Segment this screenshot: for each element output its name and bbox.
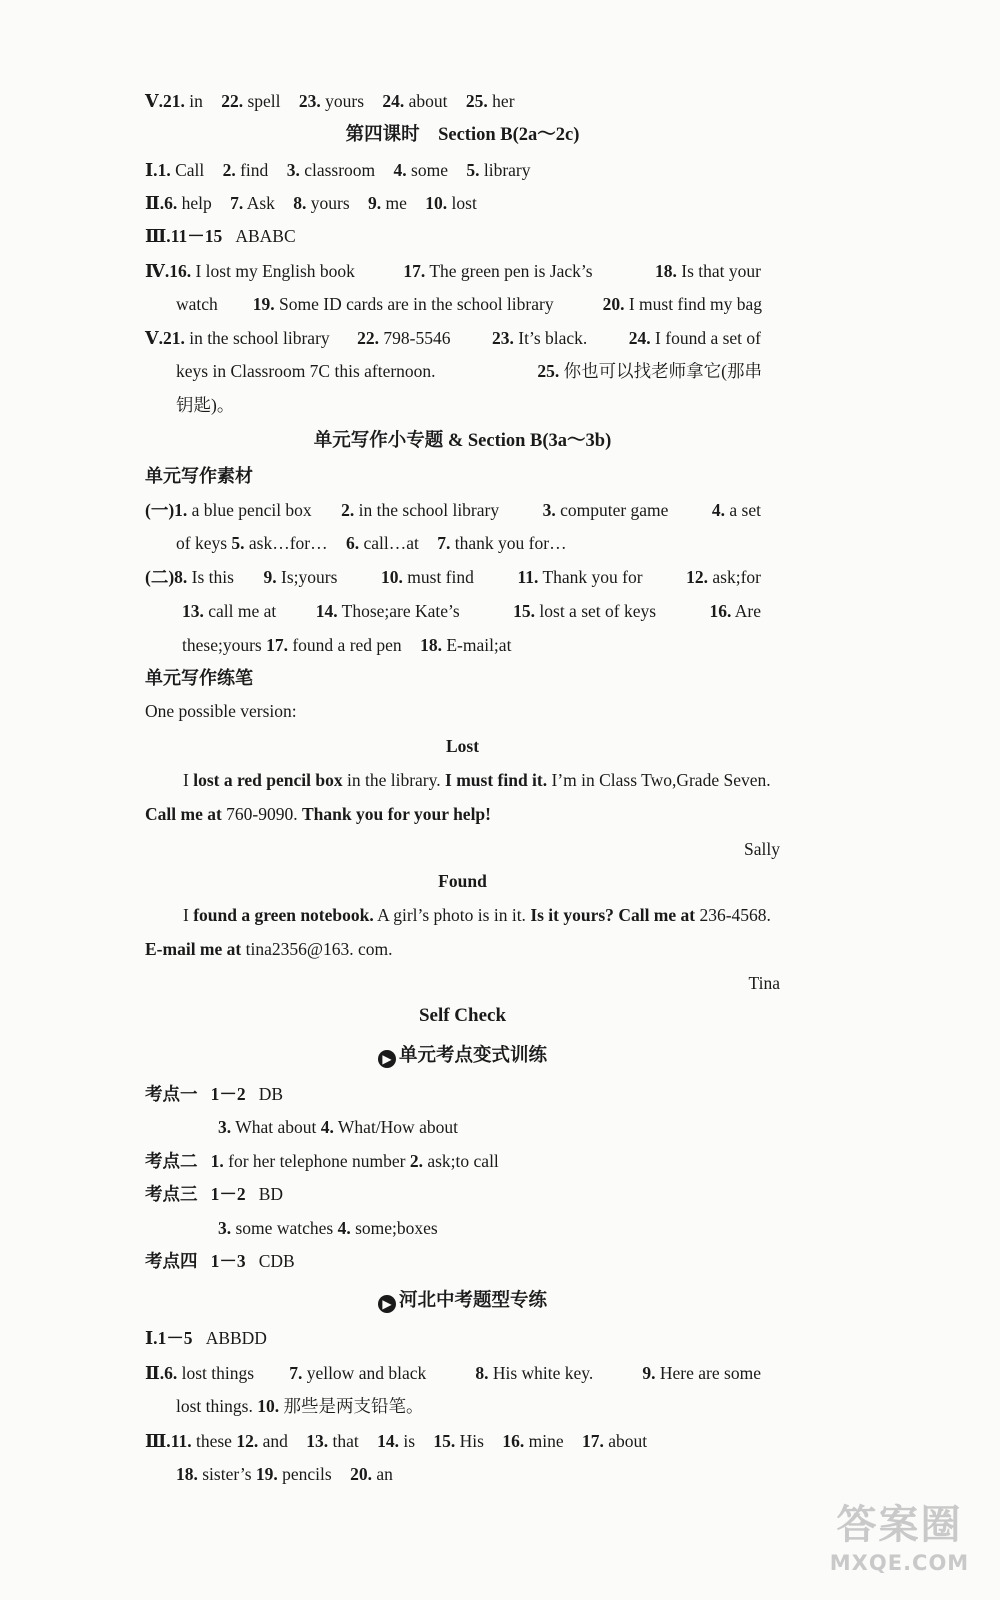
- answer-item: [257, 1396, 423, 1416]
- unit-writing-title: 单元写作小专题 & Section B(3a～3b): [313, 431, 612, 451]
- answer-number: 7.: [230, 193, 244, 213]
- answer-text: these: [195, 1431, 232, 1451]
- hebei-ii-line1: [145, 1360, 775, 1386]
- answer-text: Those;are Kate’s: [341, 601, 460, 621]
- kd4-range: 1－3: [210, 1251, 246, 1271]
- answer-text: Thank you for: [542, 567, 643, 587]
- kd3-range: 1－2: [210, 1184, 246, 1204]
- answer-number: 10.: [381, 567, 403, 587]
- answer-item: [709, 598, 761, 624]
- answer-number: 3.: [286, 160, 300, 180]
- material-part2-line3: [182, 632, 822, 658]
- answer-number: 13.: [306, 1431, 329, 1451]
- self-check-title: Self Check: [418, 1005, 507, 1026]
- answer-number: 17.: [403, 261, 426, 281]
- answer-text: that: [332, 1431, 359, 1451]
- answer-item: [410, 1151, 499, 1171]
- answer-number: 12.: [686, 567, 709, 587]
- answer-text: these;yours: [182, 635, 262, 655]
- section-iii-text: ABABC: [235, 226, 296, 246]
- hebei-i-answer: ABBDD: [205, 1328, 267, 1348]
- answer-number: 19.: [255, 1464, 278, 1484]
- answer-text: in the school library: [358, 500, 500, 520]
- answer-number: 2.: [409, 1151, 423, 1171]
- kd1-row: [145, 1081, 785, 1107]
- answer-item: [403, 258, 592, 284]
- row-prefix: Ⅰ.: [145, 160, 158, 180]
- answer-item: [218, 1218, 333, 1238]
- answer-item: [145, 1431, 232, 1451]
- answer-number: 4.: [711, 500, 726, 520]
- hebei-i-prefix: Ⅰ.: [145, 1328, 158, 1348]
- plain-text: I’m in Class Two,Grade Seven.: [547, 770, 771, 790]
- found-notice-title: Found: [438, 871, 487, 891]
- answer-number: 15.: [433, 1431, 456, 1451]
- answer-text: me: [385, 193, 407, 213]
- arrow-badge-icon: ▶: [378, 1295, 396, 1313]
- answer-item: [163, 91, 203, 111]
- section-iii-answers: [145, 223, 785, 249]
- answer-text: some: [411, 160, 448, 180]
- answer-text: a blue pencil box: [191, 500, 312, 520]
- answer-number: 20.: [602, 294, 625, 314]
- answer-number: 6.: [346, 533, 360, 553]
- answer-item: [437, 533, 566, 553]
- plain-text: I: [183, 770, 194, 790]
- answer-item: [256, 1464, 332, 1484]
- answer-text: Here are some: [659, 1363, 761, 1383]
- answer-text: What/How about: [337, 1117, 458, 1137]
- answer-text: spell: [247, 91, 281, 111]
- answer-number: 7.: [289, 1363, 303, 1383]
- section-i-answers: [145, 157, 785, 183]
- section-v2-line1: [145, 325, 775, 351]
- kd1-range: 1－2: [210, 1084, 246, 1104]
- answer-item: [145, 1151, 405, 1171]
- answer-text: yellow and black: [306, 1363, 427, 1383]
- answer-number: 16.: [709, 601, 732, 621]
- answer-item: [145, 1360, 254, 1386]
- answer-text: a set: [729, 500, 761, 520]
- plain-text: 760-9090.: [221, 804, 302, 824]
- answer-text: lost things: [181, 1363, 255, 1383]
- answer-number: 21.: [162, 328, 185, 348]
- answer-item: [582, 1431, 647, 1451]
- plain-text: I: [183, 905, 194, 925]
- answer-number: 9.: [368, 193, 382, 213]
- answer-number: 2.: [222, 160, 236, 180]
- found-notice-body: [145, 898, 780, 966]
- answer-item: [603, 291, 762, 317]
- answer-item: [537, 358, 762, 384]
- answer-text: The green pen is Jack’s: [429, 261, 593, 281]
- answer-text: library: [483, 160, 531, 180]
- answer-item: [145, 325, 330, 351]
- material-part2-line1: [145, 564, 775, 590]
- kd-title-text: 单元考点变式训练: [398, 1046, 547, 1066]
- answer-text: find: [240, 160, 269, 180]
- answer-item: [289, 1360, 426, 1386]
- answer-item: [686, 564, 761, 590]
- answer-number: 25.: [465, 91, 488, 111]
- answer-text: computer game: [560, 500, 669, 520]
- section-iii-prefix: Ⅲ.: [145, 226, 171, 246]
- answer-text: His: [459, 1431, 484, 1451]
- answer-item: [321, 1117, 458, 1137]
- answer-number: 21.: [162, 91, 185, 111]
- bold-phrase: Call me at: [145, 804, 222, 824]
- answer-text: yours: [325, 91, 365, 111]
- hebei-title: [145, 1288, 780, 1314]
- answer-item: [629, 325, 761, 351]
- answer-text: It’s black.: [518, 328, 588, 348]
- answer-text: Call: [175, 160, 205, 180]
- answer-number: 15.: [513, 601, 536, 621]
- kd3-answer: BD: [258, 1184, 284, 1204]
- answer-text: in: [189, 91, 203, 111]
- answer-number: 13.: [182, 601, 204, 621]
- found-signature: Tina: [748, 973, 780, 993]
- answer-number: 16.: [169, 261, 192, 281]
- answer-text: call…at: [363, 533, 419, 553]
- answer-item: [543, 497, 669, 523]
- answer-text: ask;for: [712, 567, 761, 587]
- answer-number: 9.: [263, 567, 277, 587]
- answer-text: call me at: [208, 601, 277, 621]
- answer-item: [466, 160, 530, 180]
- section-v2-line3: 钥匙)。: [176, 395, 235, 415]
- answer-number: 11.: [170, 1431, 192, 1451]
- hebei-ii-line2: [176, 1393, 816, 1419]
- kd-label: 考点二: [145, 1151, 198, 1171]
- answer-text: about: [408, 91, 448, 111]
- answer-item: [218, 1117, 316, 1137]
- answer-item: [357, 325, 450, 351]
- possible-version: One possible version:: [145, 701, 297, 721]
- answer-number: 3.: [542, 500, 556, 520]
- answer-item: [492, 325, 587, 351]
- answer-number: 12.: [236, 1431, 259, 1451]
- answer-text: thank you for…: [454, 533, 567, 553]
- answer-item: [231, 533, 327, 553]
- answer-text: in the school library: [189, 328, 330, 348]
- answer-item: [182, 598, 276, 624]
- bold-phrase: Thank you for your help!: [302, 804, 491, 824]
- answer-number: 14.: [315, 601, 338, 621]
- answer-text: ask;to call: [427, 1151, 499, 1171]
- answer-item: [266, 635, 402, 655]
- plain-text: in the library.: [342, 770, 446, 790]
- bold-phrase: Call me at: [618, 905, 696, 925]
- answer-item: [502, 1431, 563, 1451]
- answer-text: and: [262, 1431, 288, 1451]
- answer-item: [368, 193, 407, 213]
- section-ii-answers: [145, 190, 785, 216]
- hebei-iii-line1: [145, 1428, 785, 1454]
- answer-item: [223, 160, 269, 180]
- answer-item: [394, 160, 448, 180]
- answer-item: [381, 564, 474, 590]
- answer-number: 9.: [642, 1363, 656, 1383]
- material-part2-line2: [182, 598, 775, 624]
- section-iii-range: 11－15: [170, 226, 223, 246]
- answer-number: 18.: [420, 635, 442, 655]
- bold-phrase: lost a red pencil box: [193, 770, 343, 790]
- row-prefix: Ⅴ.: [145, 328, 163, 348]
- answer-number: 24.: [382, 91, 405, 111]
- answer-number: 1.: [210, 1151, 224, 1171]
- bold-phrase: Is it yours?: [530, 905, 614, 925]
- answer-number: 14.: [377, 1431, 399, 1451]
- answer-number: 1.: [174, 500, 188, 520]
- section-v-answers: [145, 88, 785, 114]
- answer-text: about: [608, 1431, 648, 1451]
- answer-item: [655, 258, 761, 284]
- answer-text: His white key.: [492, 1363, 594, 1383]
- answer-text: some;boxes: [355, 1218, 438, 1238]
- answer-number: 11.: [517, 567, 539, 587]
- answer-item: [475, 1360, 593, 1386]
- answer-number: 16.: [502, 1431, 525, 1451]
- answer-item: [316, 598, 460, 624]
- answer-number: 23.: [298, 91, 321, 111]
- answer-number: 5.: [466, 160, 480, 180]
- answer-item: [341, 497, 499, 523]
- answer-text: is: [403, 1431, 416, 1451]
- answer-text: sister’s: [202, 1464, 252, 1484]
- answer-number: 7.: [437, 533, 451, 553]
- material-part1-line2: [176, 530, 816, 556]
- answer-item: [433, 1431, 484, 1451]
- answer-item: [158, 160, 205, 180]
- answer-number: 20.: [350, 1464, 372, 1484]
- kd1-row2: [218, 1114, 858, 1140]
- answer-item: [145, 564, 234, 590]
- plain-text: tina2356@163. com.: [241, 939, 393, 959]
- answer-text: I lost my English book: [195, 261, 355, 281]
- answer-text: Ask: [246, 193, 275, 213]
- answer-text: mine: [528, 1431, 564, 1451]
- answer-text: help: [181, 193, 212, 213]
- answer-number: 8.: [475, 1363, 489, 1383]
- answer-number: 25.: [537, 361, 560, 381]
- lost-notice-body: [145, 763, 780, 831]
- hebei-i-row: [145, 1325, 785, 1351]
- kd1-label: 考点一: [145, 1084, 198, 1104]
- row-prefix: (二): [145, 567, 175, 587]
- answer-text: of keys: [176, 533, 228, 553]
- answer-number: 3.: [218, 1117, 232, 1137]
- answer-text: found a red pen: [292, 635, 402, 655]
- answer-number: 4.: [393, 160, 407, 180]
- answer-item: [287, 160, 375, 180]
- hebei-title-text: 河北中考题型专练: [398, 1291, 547, 1311]
- kd-title: [145, 1043, 780, 1069]
- answer-text: 798-5546: [383, 328, 451, 348]
- row-prefix: Ⅳ.: [145, 261, 170, 281]
- row-prefix: Ⅲ.: [145, 1431, 171, 1451]
- kd3-row2: [218, 1215, 858, 1241]
- answer-number: 18.: [176, 1464, 198, 1484]
- answer-item: [176, 291, 218, 317]
- answer-text: must find: [407, 567, 474, 587]
- answer-number: 8.: [293, 193, 307, 213]
- answer-item: [176, 1464, 252, 1484]
- plain-text: 236-4568.: [695, 905, 771, 925]
- kd4-answer: CDB: [258, 1251, 295, 1271]
- answer-number: 23.: [492, 328, 514, 348]
- answer-number: 22.: [357, 328, 380, 348]
- section-iv-line1: [145, 258, 775, 284]
- hebei-i-range: 1－5: [157, 1328, 193, 1348]
- section-iv-line2: [176, 291, 776, 317]
- answer-text: lost things.: [176, 1396, 253, 1416]
- watermark-url: MXQE.COM: [829, 1551, 970, 1575]
- answer-item: [513, 598, 656, 624]
- answer-text: lost: [451, 193, 477, 213]
- answer-item: [712, 497, 761, 523]
- answer-item: [306, 1431, 359, 1451]
- answer-item: [293, 193, 349, 213]
- answer-text: some watches: [235, 1218, 334, 1238]
- bold-phrase: I must find it.: [445, 770, 548, 790]
- answer-item: [420, 635, 511, 655]
- answer-text: Is;yours: [281, 567, 338, 587]
- bold-phrase: found a green notebook.: [193, 905, 374, 925]
- answer-text: ask…for…: [248, 533, 328, 553]
- answer-item: [253, 291, 554, 317]
- answer-item: [264, 564, 338, 590]
- answer-number: 22.: [221, 91, 244, 111]
- answer-number: 8.: [174, 567, 188, 587]
- answer-number: 6.: [164, 1363, 178, 1383]
- answer-number: 17.: [581, 1431, 604, 1451]
- answer-text: What about: [235, 1117, 317, 1137]
- answer-item: [425, 193, 477, 213]
- answer-number: 4.: [337, 1218, 351, 1238]
- answer-item: [338, 1218, 438, 1238]
- section-v2-line2: [176, 358, 776, 384]
- kd2-row: [145, 1148, 785, 1174]
- answer-item: [176, 358, 436, 384]
- watermark-logo: [817, 1501, 982, 1586]
- answer-item: [517, 564, 642, 590]
- answer-item: [221, 91, 280, 111]
- answer-number: 18.: [655, 261, 677, 281]
- answer-item: [182, 635, 262, 655]
- answer-text: lost a set of keys: [539, 601, 657, 621]
- kd3-label: 考点三: [145, 1184, 198, 1204]
- answer-text: classroom: [304, 160, 376, 180]
- row-prefix: Ⅴ.: [145, 91, 163, 111]
- answer-text: her: [492, 91, 515, 111]
- answer-text: pencils: [282, 1464, 332, 1484]
- lost-notice-title: Lost: [445, 736, 480, 756]
- answer-text: Are: [734, 601, 761, 621]
- answer-text: Is that your: [681, 261, 761, 281]
- row-prefix: (一): [145, 500, 175, 520]
- answer-text: 你也可以找老师拿它(那串: [563, 361, 762, 381]
- answer-text: E-mail;at: [446, 635, 512, 655]
- answer-text: Some ID cards are in the school library: [279, 294, 554, 314]
- answer-text: for her telephone number: [228, 1151, 406, 1171]
- bold-phrase: E-mail me at: [145, 939, 242, 959]
- watermark-text: 答案圈: [836, 1502, 963, 1548]
- answer-text: an: [376, 1464, 393, 1484]
- answer-item: [642, 1360, 761, 1386]
- plain-text: A girl’s photo is in it.: [373, 905, 531, 925]
- lesson4-title: 第四课时 Section B(2a～2c): [345, 125, 580, 145]
- answer-number: 10.: [257, 1396, 280, 1416]
- answer-number: 19.: [252, 294, 275, 314]
- answer-number: 6.: [164, 193, 178, 213]
- kd4-label: 考点四: [145, 1251, 198, 1271]
- answer-text: Is this: [191, 567, 234, 587]
- answer-number: 3.: [218, 1218, 232, 1238]
- arrow-badge-icon: ▶: [378, 1050, 396, 1068]
- answer-number: 17.: [266, 635, 288, 655]
- answer-item: [164, 193, 212, 213]
- answer-number: 24.: [628, 328, 651, 348]
- answer-item: [230, 193, 275, 213]
- answer-text: yours: [310, 193, 350, 213]
- row-prefix: Ⅱ.: [145, 193, 165, 213]
- answer-number: 5.: [231, 533, 245, 553]
- answer-item: [145, 497, 312, 523]
- answer-text: I must find my bag: [628, 294, 762, 314]
- answer-text: I found a set of: [655, 328, 761, 348]
- answer-item: [350, 1464, 393, 1484]
- kd3-row: [145, 1181, 785, 1207]
- answer-item: [466, 91, 515, 111]
- answer-item: [176, 1396, 253, 1416]
- answer-item: [236, 1431, 288, 1451]
- answer-number: 4.: [320, 1117, 334, 1137]
- hebei-iii-line2: [176, 1461, 816, 1487]
- answer-number: 1.: [157, 160, 171, 180]
- material-part1-line1: [145, 497, 775, 523]
- lost-signature: Sally: [744, 839, 780, 859]
- answer-item: [382, 91, 447, 111]
- kd1-answer: DB: [258, 1084, 284, 1104]
- answer-number: 10.: [425, 193, 448, 213]
- answer-text: watch: [176, 294, 218, 314]
- kd4-row: [145, 1248, 785, 1274]
- answer-item: [299, 91, 364, 111]
- answer-text: 那些是两支铅笔。: [283, 1396, 424, 1416]
- answer-item: [145, 258, 355, 284]
- practice-heading: 单元写作练笔: [145, 668, 253, 688]
- row-prefix: Ⅱ.: [145, 1363, 165, 1383]
- answer-text: keys in Classroom 7C this afternoon.: [176, 361, 436, 381]
- answer-number: 2.: [341, 500, 355, 520]
- answer-item: [346, 533, 419, 553]
- answer-item: [377, 1431, 415, 1451]
- answer-item: [176, 533, 227, 553]
- material-heading: 单元写作素材: [145, 466, 253, 486]
